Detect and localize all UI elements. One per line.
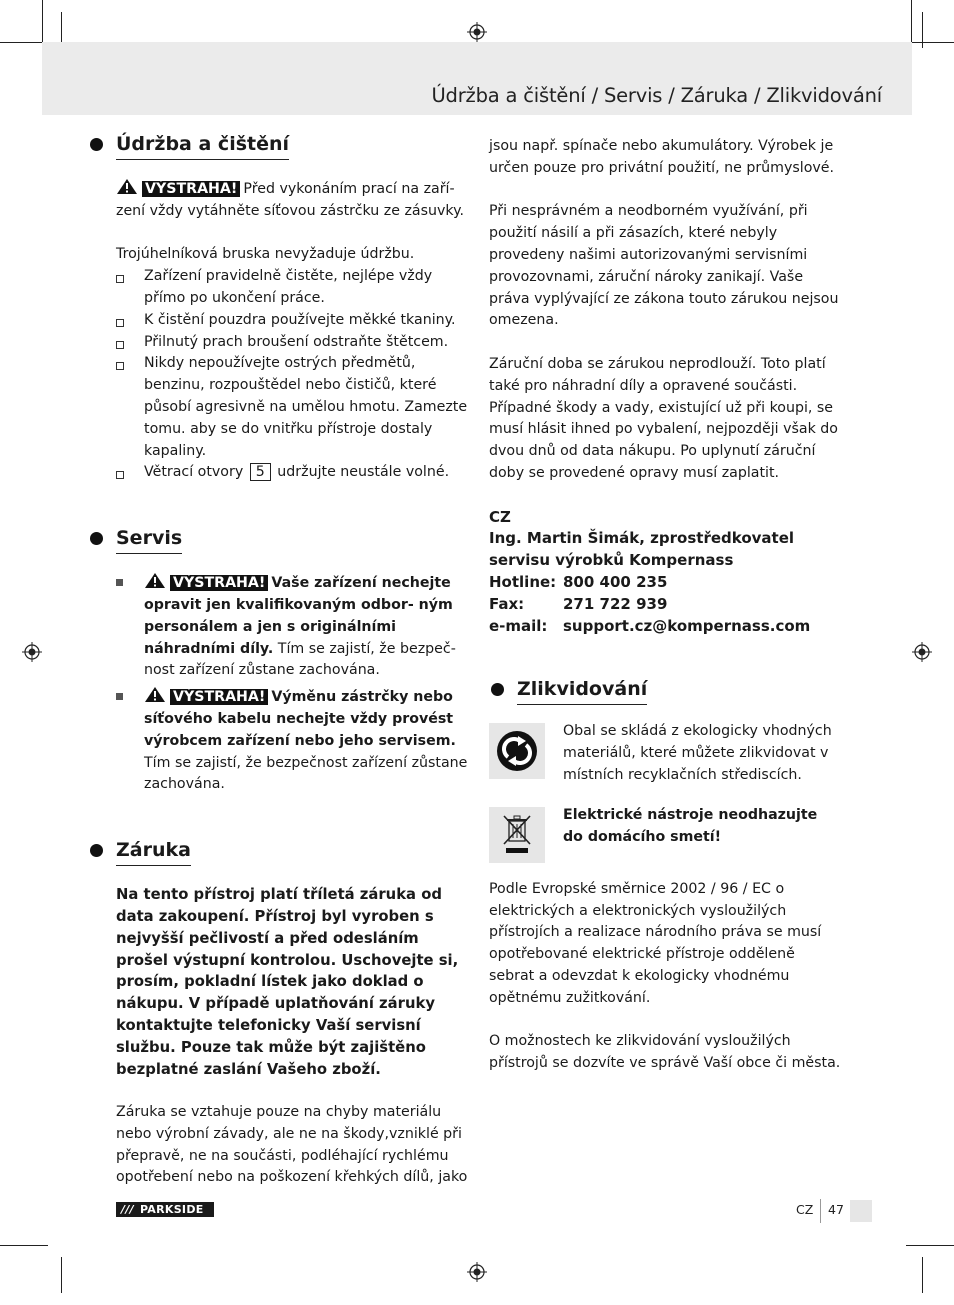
warranty-paragraph: Záruka se vztahuje pouze na chyby materiálu nebo výrobní závady, ale ne na škody,vzniklé při přepravě, ne na součásti, podléhající rychlému opotřebení nebo na poškození křehkých dílů, jako — [116, 1104, 468, 1186]
warning-badge: VÝSTRAHA! — [170, 575, 268, 591]
email-value: support.cz@kompernass.com — [563, 616, 811, 635]
service-list — [116, 572, 468, 796]
service-heading-text: Servis — [116, 527, 183, 550]
service-heading — [116, 526, 182, 554]
bullet-dot-icon — [491, 683, 504, 696]
disposal-heading — [517, 677, 647, 705]
contact-key: e-mail: — [489, 616, 548, 635]
warranty-heading-text: Záruka — [116, 839, 191, 862]
contact-name: Ing. Martin Šimák, zprostředkovatel servisu výrobků Kompernass — [489, 529, 795, 570]
page-title: Údržba a čištění / Servis / Záruka / Zlikvidování — [431, 84, 882, 107]
registration-mark-icon — [22, 642, 42, 662]
left-column — [116, 132, 468, 1189]
registration-mark-icon — [912, 642, 932, 662]
parkside-logo — [116, 1202, 214, 1217]
list-item — [116, 462, 468, 484]
right-column — [489, 136, 841, 1075]
footer-divider — [820, 1199, 821, 1223]
recycle-icon — [496, 730, 538, 772]
hotline-value: 800 400 235 — [563, 572, 668, 591]
contact-key: Fax: — [489, 594, 525, 613]
bullet-dot-icon — [90, 138, 103, 151]
vent-text-before: Větrací otvory — [144, 464, 244, 481]
recycle-text: Obal se skládá z ekologicky vhodných materiálů, které můžete zlikvidovat v místních recyklačních střediscích. — [563, 723, 832, 783]
crop-mark — [922, 12, 923, 48]
crossed-bin-icon — [499, 813, 535, 857]
warranty-paragraph: Záruční doba se zárukou neprodlouží. Toto platí také pro náhradní díly a opravené součásti. Případné škody a vady, existující už při koupi, se musí hlásit ihned po vybalení, nejpozději však do dvou dnů od data nákupu. Po uplynutí záruční doby se provedené opravy musí zaplatit. — [489, 355, 838, 481]
maintenance-intro: Trojúhelníková bruska nevyžaduje údržbu. — [116, 246, 415, 263]
recycle-icon-box — [489, 723, 545, 779]
warning-triangle-icon — [116, 178, 138, 195]
warranty-section — [116, 838, 468, 1189]
registration-mark-icon — [467, 1262, 487, 1282]
service-warning-text: Tím se zajistí, že bezpeč- nost zařízení zůstane zachována. — [144, 640, 456, 679]
service-contact — [489, 507, 841, 638]
maintenance-heading-text: Údržba a čištění — [116, 133, 290, 155]
list-item: Přilnutý prach broušení odstraňte štětcem. — [116, 332, 468, 354]
maintenance-heading — [116, 132, 289, 160]
disposal-heading-text: Zlikvidování — [517, 678, 648, 701]
crop-mark — [0, 42, 48, 43]
registration-mark-icon — [467, 22, 487, 42]
crop-mark — [911, 0, 912, 48]
contact-row — [489, 616, 841, 638]
warning-text: Před vykonáním prací na zaří- zení vždy vytáhněte síťovou zástrčku ze zásuvky. — [116, 181, 464, 219]
maintenance-list — [116, 266, 468, 484]
list-item — [116, 572, 468, 682]
warranty-bold-text: Na tento přístroj platí tříletá záruka od data zakoupení. Přístroj byl vyroben s nejvyšší pečlivostí a před odesláním prošel výstupní kontrolou. Uschovejte si, prosím, pokladní lístek jako doklad o nákupu. V případě uplatňování záruky kontaktujte telefonicky Vaší servisní službu. Pouze tak může být zajištěno bezplatné zaslání Vašeho zboží. — [116, 886, 459, 1078]
logo-text: PARKSIDE — [139, 1203, 204, 1216]
bullet-dot-icon — [90, 844, 103, 857]
weee-row — [489, 807, 841, 863]
warranty-paragraph-continued: jsou např. spínače nebo akumulátory. Výrobek je určen pouze pro privátní použití, ne průmyslové. — [489, 138, 835, 176]
contact-country: CZ — [489, 507, 511, 526]
disposal-section — [489, 677, 841, 1075]
vent-text-after: udržujte neustále volné. — [277, 464, 450, 481]
footer-language: CZ — [796, 1202, 814, 1217]
list-item: K čistění pouzdra používejte měkké tkaniny. — [116, 310, 468, 332]
service-warning-bold: Výměnu zástrčky nebo síťového kabelu nechejte vždy provést výrobcem zařízení nebo jeho servisem. — [144, 689, 456, 749]
crop-mark — [61, 1257, 62, 1293]
disposal-paragraph: Podle Evropské směrnice 2002 / 96 / EC o elektrických a elektronických vysloužilých přístrojích a realizace národního práva se musí opotřebované elektrické přístroje odděleně sebrat a odevzdat k ekologicky vhodnému opětnému zužitkování. — [489, 880, 822, 1006]
contact-row — [489, 572, 841, 594]
logo-slashes: /// — [121, 1203, 134, 1216]
recycle-row — [489, 723, 841, 786]
warranty-paragraph: Při nesprávném a neodborném využívání, při použití násilí a při zásazích, které nebyly provedeny našimi autorizovanými servisními provozovnami, záruční nároky zanikají. Vaše práva vyplývající ze zákona touto zárukou nejsou omezena. — [489, 203, 839, 329]
crop-mark — [906, 1245, 954, 1246]
part-reference: 5 — [250, 463, 271, 481]
footer-band — [850, 1200, 872, 1222]
warning-badge: VÝSTRAHA! — [142, 181, 240, 197]
crop-mark — [906, 42, 954, 43]
service-warning-bold: Vaše zařízení nechejte opravit jen kvalifikovaným odbor- ným personálem a jen s originálními náhradními díly. — [144, 575, 453, 657]
crop-mark — [0, 1245, 48, 1246]
warning-triangle-icon — [144, 572, 166, 589]
contact-row — [489, 594, 841, 616]
weee-text: Elektrické nástroje neodhazujte do domácího smetí! — [563, 806, 818, 845]
page-number: 47 — [828, 1202, 844, 1217]
warning-triangle-icon — [144, 686, 166, 703]
maintenance-warning — [116, 178, 468, 223]
bullet-dot-icon — [90, 532, 103, 545]
warranty-heading — [116, 838, 191, 866]
list-item: Zařízení pravidelně čistěte, nejlépe vždy přímo po ukončení práce. — [116, 266, 468, 310]
fax-value: 271 722 939 — [563, 594, 668, 613]
list-item: Nikdy nepoužívejte ostrých předmětů, benzinu, rozpouštědel nebo čističů, které působí agresivně na umělou hmotu. Zamezte tomu. aby se do vnitřku přístroje dostaly kapaliny. — [116, 353, 468, 462]
list-item — [116, 686, 468, 796]
disposal-paragraph: O možnostech ke zlikvidování vysloužilých přístrojů se dozvíte ve správě Vaší obce či města. — [489, 1033, 841, 1072]
service-section — [116, 526, 468, 796]
weee-icon-box — [489, 807, 545, 863]
crop-mark — [922, 1257, 923, 1293]
maintenance-section — [116, 132, 468, 484]
warning-badge: VÝSTRAHA! — [170, 689, 268, 705]
contact-key: Hotline: — [489, 572, 557, 591]
service-warning-text: Tím se zajistí, že bezpečnost zařízení zůstane zachována. — [144, 754, 468, 793]
crop-mark — [42, 0, 43, 48]
